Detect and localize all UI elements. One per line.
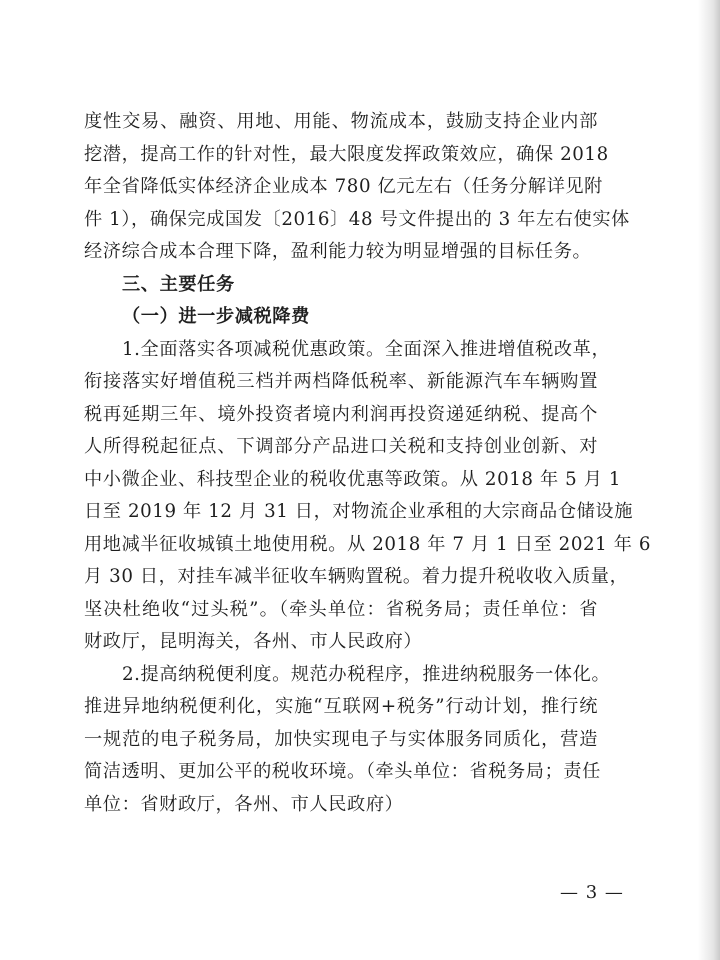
subsection-heading: （一）进一步减税降费 [122,306,310,327]
text-line: 坚决杜绝收“过头税”。（牵头单位：省税务局；责任单位：省 [84,598,598,620]
text-line: 日至 2019 年 12 月 31 日，对物流企业承租的大宗商品仓储设施 [84,501,633,522]
text-line: 一规范的电子税务局，加快实现电子与实体服务同质化，营造 [84,728,598,750]
text-line: 度性交易、融资、用地、用能、物流成本，鼓励支持企业内部 [84,111,598,132]
text-line: 中小微企业、科技型企业的税收优惠等政策。从 2018 年 5 月 1 [84,468,622,490]
text-line: 简洁透明、更加公平的税收环境。（牵头单位：省税务局；责任 [84,761,601,782]
section-heading: 三、主要任务 [122,273,235,295]
page-number: — 3 — [560,882,624,903]
text-line: 税再延期三年、境外投资者境内利润再投资递延纳税、提高个 [84,403,598,425]
text-line: 1.全面落实各项减税优惠政策。全面深入推进增值税改革， [122,338,611,360]
text-line: 推进异地纳税便利化，实施“互联网+税务”行动计划，推行统 [84,696,598,717]
text-line: 件 1），确保完成国发〔2016〕48 号文件提出的 3 年左右使实体 [84,208,630,230]
page-edge-shadow [698,0,720,960]
text-line: 经济综合成本合理下降，盈利能力较为明显增强的目标任务。 [84,241,592,262]
text-line: 年全省降低实体经济企业成本 780 亿元左右（任务分解详见附 [84,176,603,197]
text-line: 挖潜，提高工作的针对性，最大限度发挥政策效应，确保 2018 [84,143,609,165]
text-line: 衔接落实好增值税三档并两档降低税率、新能源汽车车辆购置 [84,371,598,392]
text-line: 财政厅，昆明海关，各州、市人民政府） [84,631,423,652]
text-line: 月 30 日，对挂车减半征收车辆购置税。着力提升税收收入质量， [84,566,629,587]
text-line: 人所得税起征点、下调部分产品进口关税和支持创业创新、对 [84,436,598,457]
document-body [84,106,652,821]
text-line: 单位：省财政厅，各州、市人民政府） [84,793,404,815]
text-line: 用地减半征收城镇土地使用税。从 2018 年 7 月 1 日至 2021 年 6 [84,533,652,555]
text-line: 2.提高纳税便利度。规范办税程序，推进纳税服务一体化。 [122,663,611,685]
